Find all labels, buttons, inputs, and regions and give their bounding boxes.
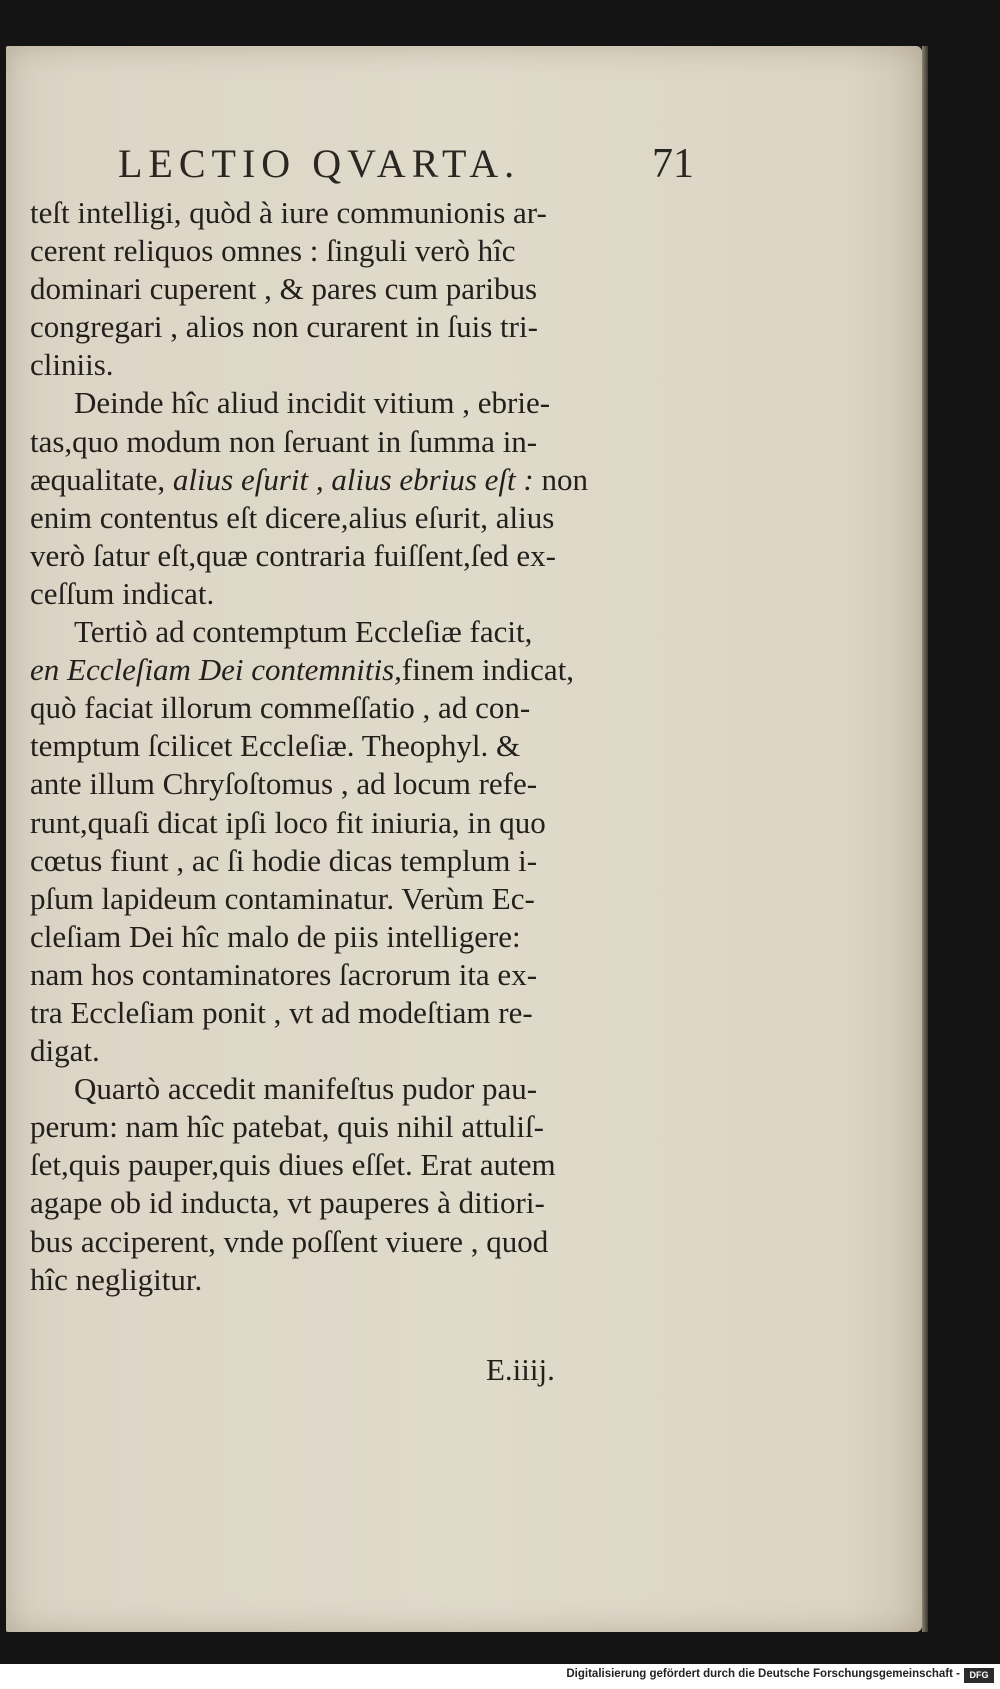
text-line: digat.	[30, 1033, 100, 1069]
body-text	[30, 194, 670, 1299]
text-line: Quartò accedit manifeſtus pudor pau-	[74, 1071, 538, 1107]
page-header	[40, 140, 694, 192]
text-line: temptum ſcilicet Eccleſiæ. Theophyl. &	[30, 728, 521, 764]
running-title: LECTIO QVARTA.	[118, 141, 521, 186]
text-line: hîc negligitur.	[30, 1261, 203, 1297]
text-line: ſet,quis pauper,quis diues eſſet. Erat autem	[30, 1147, 556, 1183]
text-line: pſum lapideum contaminatur. Verùm Ec-	[30, 880, 535, 916]
text-line: congregari , alios non curarent in ſuis tri-	[30, 309, 538, 345]
page-number: 71	[652, 141, 694, 187]
text-line	[30, 461, 670, 499]
text-line: quò faciat illorum commeſſatio , ad con-	[30, 690, 531, 726]
digitization-footer	[0, 1664, 1000, 1689]
text-line: ceſſum indicat.	[30, 575, 215, 611]
italic-quote: alius eſurit , alius ebrius eſt :	[172, 461, 534, 497]
text-line	[30, 651, 670, 689]
text-line: agape ob id inducta, vt pauperes à ditiori-	[30, 1185, 545, 1221]
dfg-logo: DFG	[964, 1668, 994, 1683]
text-line: verò ſatur eſt,quæ contraria fuiſſent,ſed ex-	[30, 537, 556, 573]
text-line: teſt intelligi, quòd à iure communionis ar-	[30, 195, 547, 230]
text-line: cœtus fiunt , ac ſi hodie dicas templum i-	[30, 842, 538, 878]
text-line: cleſiam Dei hîc malo de piis intelligere:	[30, 918, 521, 954]
text-line: enim contentus eſt dicere,alius eſurit, alius	[30, 499, 555, 535]
text-line: Deinde hîc aliud incidit vitium , ebrie-	[74, 385, 551, 421]
signature-mark: E.iiij.	[486, 1352, 555, 1387]
italic-quote: en Eccleſiam Dei contemnitis,	[30, 652, 402, 688]
text-line: bus acciperent, vnde poſſent viuere , quod	[30, 1223, 549, 1259]
text-line: tas,quo modum non ſeruant in ſumma in-	[30, 423, 538, 459]
text-segment: finem indicat,	[401, 652, 575, 688]
text-line: dominari cuperent , & pares cum paribus	[30, 271, 538, 307]
text-line: tra Eccleſiam ponit , vt ad modeſtiam re-	[30, 994, 533, 1030]
text-line: cliniis.	[30, 347, 114, 383]
text-line: nam hos contaminatores ſacrorum ita ex-	[30, 956, 538, 992]
text-segment: æqualitate,	[30, 461, 173, 497]
text-line: runt,quaſi dicat ipſi loco fit iniuria, in quo	[30, 804, 546, 840]
text-line: cerent reliquos omnes : ſinguli verò hîc	[30, 233, 516, 269]
text-line: Tertiò ad contemptum Eccleſiæ facit,	[74, 614, 533, 650]
text-segment: non	[533, 461, 588, 497]
text-line: perum: nam hîc patebat, quis nihil attuliſ-	[30, 1109, 544, 1145]
funding-credit: Digitalisierung gefördert durch die Deutsche Forschungsgemeinschaft -	[566, 1668, 960, 1680]
text-line: ante illum Chryſoſtomus , ad locum refe-	[30, 766, 538, 802]
page-edge	[922, 46, 928, 1632]
